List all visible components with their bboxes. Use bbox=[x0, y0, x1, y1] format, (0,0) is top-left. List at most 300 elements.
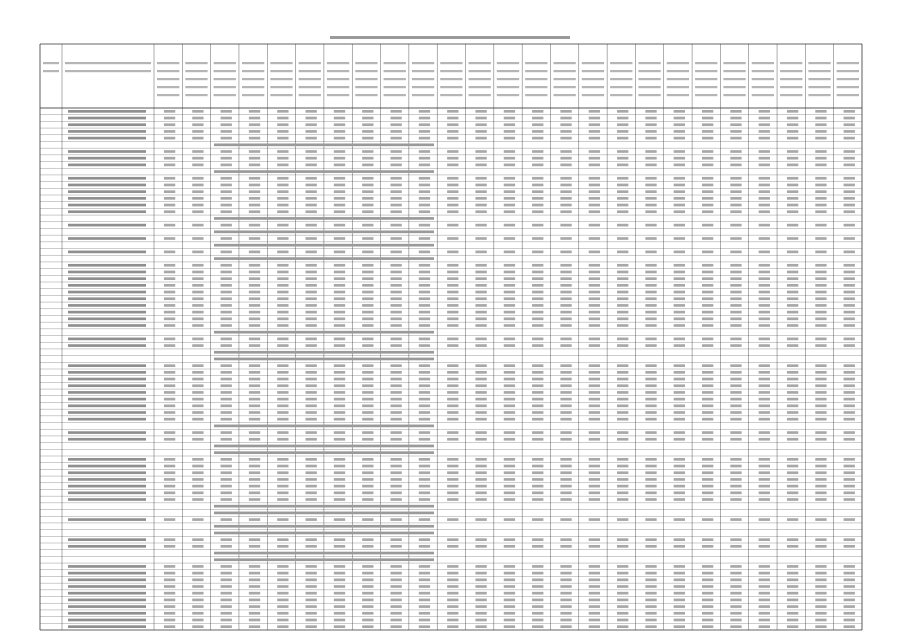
cell-value-placeholder bbox=[787, 491, 798, 494]
cell-value-placeholder bbox=[787, 110, 798, 113]
cell-value-placeholder bbox=[447, 311, 458, 314]
cell-value-placeholder bbox=[221, 398, 232, 401]
cell-value-placeholder bbox=[306, 123, 317, 126]
cell-text-placeholder bbox=[68, 297, 146, 300]
cell-value-placeholder bbox=[759, 605, 770, 608]
cell-value-placeholder bbox=[475, 565, 486, 568]
cell-text-placeholder bbox=[68, 284, 146, 287]
cell-value-placeholder bbox=[815, 478, 826, 481]
cell-value-placeholder bbox=[277, 338, 288, 341]
cell-value-placeholder bbox=[560, 224, 571, 227]
header-text-placeholder bbox=[355, 62, 377, 64]
cell-value-placeholder bbox=[390, 210, 401, 213]
cell-value-placeholder bbox=[390, 404, 401, 407]
cell-value-placeholder bbox=[334, 364, 345, 367]
cell-value-placeholder bbox=[334, 284, 345, 287]
cell-value-placeholder bbox=[674, 164, 685, 167]
cell-value-placeholder bbox=[419, 585, 430, 588]
cell-value-placeholder bbox=[617, 471, 628, 474]
cell-value-placeholder bbox=[475, 478, 486, 481]
cell-value-placeholder bbox=[334, 137, 345, 140]
cell-value-placeholder bbox=[532, 599, 543, 602]
cell-value-placeholder bbox=[589, 538, 600, 541]
cell-value-placeholder bbox=[674, 592, 685, 595]
cell-value-placeholder bbox=[674, 364, 685, 367]
cell-value-placeholder bbox=[645, 364, 656, 367]
section-title-placeholder bbox=[214, 451, 434, 454]
cell-value-placeholder bbox=[759, 599, 770, 602]
cell-value-placeholder bbox=[844, 284, 855, 287]
cell-value-placeholder bbox=[164, 518, 175, 521]
cell-value-placeholder bbox=[390, 324, 401, 327]
header-text-placeholder bbox=[667, 62, 689, 64]
section-title-placeholder bbox=[214, 143, 434, 146]
cell-value-placeholder bbox=[306, 364, 317, 367]
cell-value-placeholder bbox=[192, 498, 203, 501]
cell-value-placeholder bbox=[815, 619, 826, 622]
cell-value-placeholder bbox=[419, 404, 430, 407]
cell-value-placeholder bbox=[730, 164, 741, 167]
cell-value-placeholder bbox=[192, 311, 203, 314]
cell-value-placeholder bbox=[419, 411, 430, 414]
cell-value-placeholder bbox=[504, 585, 515, 588]
cell-value-placeholder bbox=[277, 117, 288, 120]
cell-value-placeholder bbox=[475, 371, 486, 374]
cell-value-placeholder bbox=[164, 565, 175, 568]
cell-value-placeholder bbox=[277, 271, 288, 274]
cell-value-placeholder bbox=[419, 117, 430, 120]
cell-value-placeholder bbox=[645, 491, 656, 494]
header-text-placeholder bbox=[242, 86, 264, 88]
cell-value-placeholder bbox=[532, 297, 543, 300]
cell-value-placeholder bbox=[617, 338, 628, 341]
cell-value-placeholder bbox=[759, 364, 770, 367]
cell-value-placeholder bbox=[759, 391, 770, 394]
cell-value-placeholder bbox=[702, 291, 713, 294]
cell-value-placeholder bbox=[730, 271, 741, 274]
cell-value-placeholder bbox=[617, 619, 628, 622]
cell-value-placeholder bbox=[645, 150, 656, 153]
cell-value-placeholder bbox=[221, 197, 232, 200]
cell-value-placeholder bbox=[532, 612, 543, 615]
cell-value-placeholder bbox=[447, 578, 458, 581]
cell-value-placeholder bbox=[560, 117, 571, 120]
cell-value-placeholder bbox=[419, 284, 430, 287]
header-text-placeholder bbox=[610, 78, 632, 80]
cell-value-placeholder bbox=[221, 324, 232, 327]
cell-value-placeholder bbox=[277, 371, 288, 374]
cell-value-placeholder bbox=[390, 123, 401, 126]
cell-value-placeholder bbox=[702, 605, 713, 608]
header-text-placeholder bbox=[553, 86, 575, 88]
cell-value-placeholder bbox=[504, 123, 515, 126]
cell-value-placeholder bbox=[419, 311, 430, 314]
cell-value-placeholder bbox=[787, 612, 798, 615]
cell-value-placeholder bbox=[475, 498, 486, 501]
cell-value-placeholder bbox=[759, 251, 770, 254]
cell-value-placeholder bbox=[504, 612, 515, 615]
header-text-placeholder bbox=[638, 62, 660, 64]
cell-value-placeholder bbox=[730, 130, 741, 133]
cell-value-placeholder bbox=[475, 224, 486, 227]
cell-value-placeholder bbox=[249, 291, 260, 294]
cell-value-placeholder bbox=[589, 404, 600, 407]
cell-value-placeholder bbox=[589, 578, 600, 581]
cell-value-placeholder bbox=[334, 190, 345, 193]
cell-value-placeholder bbox=[702, 384, 713, 387]
cell-value-placeholder bbox=[787, 190, 798, 193]
cell-value-placeholder bbox=[759, 478, 770, 481]
cell-value-placeholder bbox=[759, 585, 770, 588]
cell-value-placeholder bbox=[504, 565, 515, 568]
cell-value-placeholder bbox=[504, 458, 515, 461]
header-text-placeholder bbox=[497, 62, 519, 64]
cell-value-placeholder bbox=[419, 572, 430, 575]
cell-value-placeholder bbox=[334, 251, 345, 254]
cell-value-placeholder bbox=[730, 391, 741, 394]
cell-value-placeholder bbox=[192, 130, 203, 133]
cell-value-placeholder bbox=[617, 565, 628, 568]
header-text-placeholder bbox=[65, 70, 151, 72]
cell-value-placeholder bbox=[787, 572, 798, 575]
cell-value-placeholder bbox=[702, 164, 713, 167]
cell-value-placeholder bbox=[475, 157, 486, 160]
cell-value-placeholder bbox=[504, 411, 515, 414]
cell-value-placeholder bbox=[390, 197, 401, 200]
cell-value-placeholder bbox=[844, 157, 855, 160]
cell-value-placeholder bbox=[192, 317, 203, 320]
cell-value-placeholder bbox=[589, 431, 600, 434]
cell-value-placeholder bbox=[645, 157, 656, 160]
cell-value-placeholder bbox=[815, 344, 826, 347]
cell-value-placeholder bbox=[787, 411, 798, 414]
cell-value-placeholder bbox=[674, 130, 685, 133]
cell-value-placeholder bbox=[589, 123, 600, 126]
cell-value-placeholder bbox=[249, 284, 260, 287]
cell-value-placeholder bbox=[277, 110, 288, 113]
header-text-placeholder bbox=[610, 62, 632, 64]
cell-value-placeholder bbox=[192, 164, 203, 167]
cell-value-placeholder bbox=[589, 271, 600, 274]
cell-value-placeholder bbox=[674, 471, 685, 474]
cell-value-placeholder bbox=[532, 117, 543, 120]
cell-value-placeholder bbox=[164, 264, 175, 267]
cell-value-placeholder bbox=[702, 210, 713, 213]
cell-value-placeholder bbox=[617, 572, 628, 575]
cell-text-placeholder bbox=[68, 458, 146, 461]
cell-value-placeholder bbox=[277, 264, 288, 267]
cell-value-placeholder bbox=[221, 123, 232, 126]
section-title-placeholder bbox=[214, 257, 434, 260]
cell-value-placeholder bbox=[362, 123, 373, 126]
cell-value-placeholder bbox=[674, 404, 685, 407]
cell-value-placeholder bbox=[645, 237, 656, 240]
cell-value-placeholder bbox=[787, 418, 798, 421]
section-title-placeholder bbox=[214, 244, 434, 247]
cell-value-placeholder bbox=[306, 599, 317, 602]
cell-value-placeholder bbox=[702, 123, 713, 126]
cell-value-placeholder bbox=[192, 545, 203, 548]
cell-value-placeholder bbox=[249, 324, 260, 327]
cell-value-placeholder bbox=[702, 344, 713, 347]
cell-value-placeholder bbox=[787, 338, 798, 341]
cell-value-placeholder bbox=[334, 411, 345, 414]
cell-value-placeholder bbox=[475, 277, 486, 280]
cell-value-placeholder bbox=[702, 625, 713, 628]
cell-value-placeholder bbox=[787, 291, 798, 294]
cell-value-placeholder bbox=[844, 204, 855, 207]
cell-value-placeholder bbox=[334, 130, 345, 133]
cell-value-placeholder bbox=[560, 438, 571, 441]
cell-value-placeholder bbox=[447, 197, 458, 200]
cell-value-placeholder bbox=[334, 485, 345, 488]
cell-value-placeholder bbox=[560, 297, 571, 300]
cell-value-placeholder bbox=[419, 123, 430, 126]
cell-value-placeholder bbox=[504, 599, 515, 602]
cell-value-placeholder bbox=[249, 210, 260, 213]
cell-value-placeholder bbox=[645, 538, 656, 541]
cell-value-placeholder bbox=[532, 471, 543, 474]
cell-value-placeholder bbox=[390, 271, 401, 274]
cell-value-placeholder bbox=[277, 190, 288, 193]
cell-value-placeholder bbox=[787, 384, 798, 387]
cell-value-placeholder bbox=[419, 371, 430, 374]
cell-value-placeholder bbox=[362, 498, 373, 501]
cell-value-placeholder bbox=[221, 110, 232, 113]
header-text-placeholder bbox=[384, 94, 406, 96]
cell-value-placeholder bbox=[419, 184, 430, 187]
cell-value-placeholder bbox=[730, 491, 741, 494]
cell-value-placeholder bbox=[674, 184, 685, 187]
cell-text-placeholder bbox=[68, 391, 146, 394]
cell-value-placeholder bbox=[447, 338, 458, 341]
cell-value-placeholder bbox=[815, 371, 826, 374]
cell-value-placeholder bbox=[334, 404, 345, 407]
cell-value-placeholder bbox=[815, 317, 826, 320]
cell-value-placeholder bbox=[504, 384, 515, 387]
cell-value-placeholder bbox=[221, 224, 232, 227]
cell-value-placeholder bbox=[844, 478, 855, 481]
cell-value-placeholder bbox=[362, 485, 373, 488]
cell-value-placeholder bbox=[447, 418, 458, 421]
cell-value-placeholder bbox=[560, 398, 571, 401]
cell-text-placeholder bbox=[68, 204, 146, 207]
cell-value-placeholder bbox=[362, 605, 373, 608]
cell-value-placeholder bbox=[334, 592, 345, 595]
cell-value-placeholder bbox=[390, 578, 401, 581]
cell-value-placeholder bbox=[645, 190, 656, 193]
header-text-placeholder bbox=[837, 78, 859, 80]
cell-value-placeholder bbox=[334, 204, 345, 207]
cell-value-placeholder bbox=[532, 190, 543, 193]
cell-value-placeholder bbox=[164, 204, 175, 207]
header-text-placeholder bbox=[837, 94, 859, 96]
cell-value-placeholder bbox=[589, 150, 600, 153]
cell-value-placeholder bbox=[419, 317, 430, 320]
cell-value-placeholder bbox=[164, 491, 175, 494]
cell-value-placeholder bbox=[192, 237, 203, 240]
cell-value-placeholder bbox=[589, 471, 600, 474]
cell-value-placeholder bbox=[306, 130, 317, 133]
cell-value-placeholder bbox=[560, 137, 571, 140]
cell-value-placeholder bbox=[164, 237, 175, 240]
cell-value-placeholder bbox=[787, 438, 798, 441]
cell-value-placeholder bbox=[192, 438, 203, 441]
cell-value-placeholder bbox=[504, 398, 515, 401]
header-text-placeholder bbox=[837, 70, 859, 72]
cell-value-placeholder bbox=[645, 605, 656, 608]
cell-value-placeholder bbox=[419, 612, 430, 615]
cell-value-placeholder bbox=[560, 291, 571, 294]
cell-value-placeholder bbox=[815, 498, 826, 501]
cell-value-placeholder bbox=[362, 404, 373, 407]
cell-value-placeholder bbox=[645, 438, 656, 441]
cell-value-placeholder bbox=[730, 418, 741, 421]
cell-value-placeholder bbox=[306, 284, 317, 287]
header-text-placeholder bbox=[440, 62, 462, 64]
cell-value-placeholder bbox=[589, 237, 600, 240]
cell-value-placeholder bbox=[249, 458, 260, 461]
cell-value-placeholder bbox=[221, 311, 232, 314]
cell-value-placeholder bbox=[419, 264, 430, 267]
header-text-placeholder bbox=[695, 94, 717, 96]
cell-value-placeholder bbox=[702, 197, 713, 200]
cell-value-placeholder bbox=[164, 210, 175, 213]
cell-value-placeholder bbox=[674, 311, 685, 314]
header-text-placeholder bbox=[412, 78, 434, 80]
cell-value-placeholder bbox=[475, 418, 486, 421]
cell-value-placeholder bbox=[277, 277, 288, 280]
cell-value-placeholder bbox=[390, 418, 401, 421]
cell-value-placeholder bbox=[560, 150, 571, 153]
cell-value-placeholder bbox=[844, 619, 855, 622]
cell-value-placeholder bbox=[362, 190, 373, 193]
cell-value-placeholder bbox=[277, 418, 288, 421]
cell-value-placeholder bbox=[164, 164, 175, 167]
cell-value-placeholder bbox=[390, 117, 401, 120]
cell-value-placeholder bbox=[589, 264, 600, 267]
cell-value-placeholder bbox=[560, 204, 571, 207]
cell-value-placeholder bbox=[164, 364, 175, 367]
cell-value-placeholder bbox=[475, 164, 486, 167]
cell-value-placeholder bbox=[221, 371, 232, 374]
cell-value-placeholder bbox=[192, 277, 203, 280]
header-text-placeholder bbox=[837, 86, 859, 88]
cell-value-placeholder bbox=[702, 378, 713, 381]
cell-value-placeholder bbox=[532, 224, 543, 227]
cell-value-placeholder bbox=[674, 271, 685, 274]
header-text-placeholder bbox=[553, 94, 575, 96]
cell-value-placeholder bbox=[504, 177, 515, 180]
cell-value-placeholder bbox=[306, 398, 317, 401]
cell-value-placeholder bbox=[844, 277, 855, 280]
cell-text-placeholder bbox=[68, 404, 146, 407]
cell-value-placeholder bbox=[815, 190, 826, 193]
cell-value-placeholder bbox=[589, 465, 600, 468]
cell-value-placeholder bbox=[702, 478, 713, 481]
cell-value-placeholder bbox=[844, 471, 855, 474]
cell-value-placeholder bbox=[475, 625, 486, 628]
section-title-placeholder bbox=[214, 552, 434, 555]
cell-value-placeholder bbox=[730, 304, 741, 307]
cell-value-placeholder bbox=[645, 164, 656, 167]
cell-value-placeholder bbox=[249, 297, 260, 300]
cell-value-placeholder bbox=[334, 578, 345, 581]
cell-value-placeholder bbox=[362, 324, 373, 327]
cell-value-placeholder bbox=[306, 264, 317, 267]
cell-value-placeholder bbox=[560, 190, 571, 193]
cell-value-placeholder bbox=[390, 297, 401, 300]
cell-value-placeholder bbox=[192, 117, 203, 120]
cell-value-placeholder bbox=[787, 137, 798, 140]
cell-value-placeholder bbox=[277, 625, 288, 628]
cell-value-placeholder bbox=[532, 578, 543, 581]
cell-value-placeholder bbox=[277, 465, 288, 468]
cell-value-placeholder bbox=[419, 344, 430, 347]
cell-value-placeholder bbox=[221, 284, 232, 287]
cell-value-placeholder bbox=[759, 130, 770, 133]
cell-value-placeholder bbox=[617, 478, 628, 481]
cell-value-placeholder bbox=[645, 117, 656, 120]
header-text-placeholder bbox=[752, 62, 774, 64]
cell-text-placeholder bbox=[68, 578, 146, 581]
cell-value-placeholder bbox=[192, 592, 203, 595]
cell-text-placeholder bbox=[68, 491, 146, 494]
cell-value-placeholder bbox=[617, 197, 628, 200]
cell-value-placeholder bbox=[277, 284, 288, 287]
cell-value-placeholder bbox=[390, 471, 401, 474]
cell-value-placeholder bbox=[475, 605, 486, 608]
cell-text-placeholder bbox=[68, 371, 146, 374]
cell-value-placeholder bbox=[221, 418, 232, 421]
cell-value-placeholder bbox=[730, 612, 741, 615]
cell-value-placeholder bbox=[815, 438, 826, 441]
cell-value-placeholder bbox=[617, 585, 628, 588]
cell-value-placeholder bbox=[787, 578, 798, 581]
cell-value-placeholder bbox=[815, 130, 826, 133]
cell-value-placeholder bbox=[730, 384, 741, 387]
cell-value-placeholder bbox=[674, 251, 685, 254]
cell-value-placeholder bbox=[674, 465, 685, 468]
cell-value-placeholder bbox=[815, 471, 826, 474]
cell-value-placeholder bbox=[702, 431, 713, 434]
cell-value-placeholder bbox=[815, 599, 826, 602]
cell-value-placeholder bbox=[221, 264, 232, 267]
cell-value-placeholder bbox=[560, 271, 571, 274]
cell-text-placeholder bbox=[68, 344, 146, 347]
cell-value-placeholder bbox=[192, 271, 203, 274]
cell-value-placeholder bbox=[249, 378, 260, 381]
cell-value-placeholder bbox=[221, 605, 232, 608]
cell-value-placeholder bbox=[475, 431, 486, 434]
cell-value-placeholder bbox=[617, 224, 628, 227]
cell-value-placeholder bbox=[447, 411, 458, 414]
cell-value-placeholder bbox=[362, 150, 373, 153]
cell-value-placeholder bbox=[844, 592, 855, 595]
cell-value-placeholder bbox=[504, 157, 515, 160]
cell-value-placeholder bbox=[702, 297, 713, 300]
header-text-placeholder bbox=[808, 86, 830, 88]
cell-value-placeholder bbox=[164, 391, 175, 394]
cell-value-placeholder bbox=[702, 117, 713, 120]
cell-value-placeholder bbox=[730, 137, 741, 140]
cell-value-placeholder bbox=[674, 565, 685, 568]
cell-value-placeholder bbox=[645, 599, 656, 602]
cell-value-placeholder bbox=[787, 177, 798, 180]
cell-value-placeholder bbox=[730, 117, 741, 120]
header-text-placeholder bbox=[469, 86, 491, 88]
cell-value-placeholder bbox=[277, 478, 288, 481]
